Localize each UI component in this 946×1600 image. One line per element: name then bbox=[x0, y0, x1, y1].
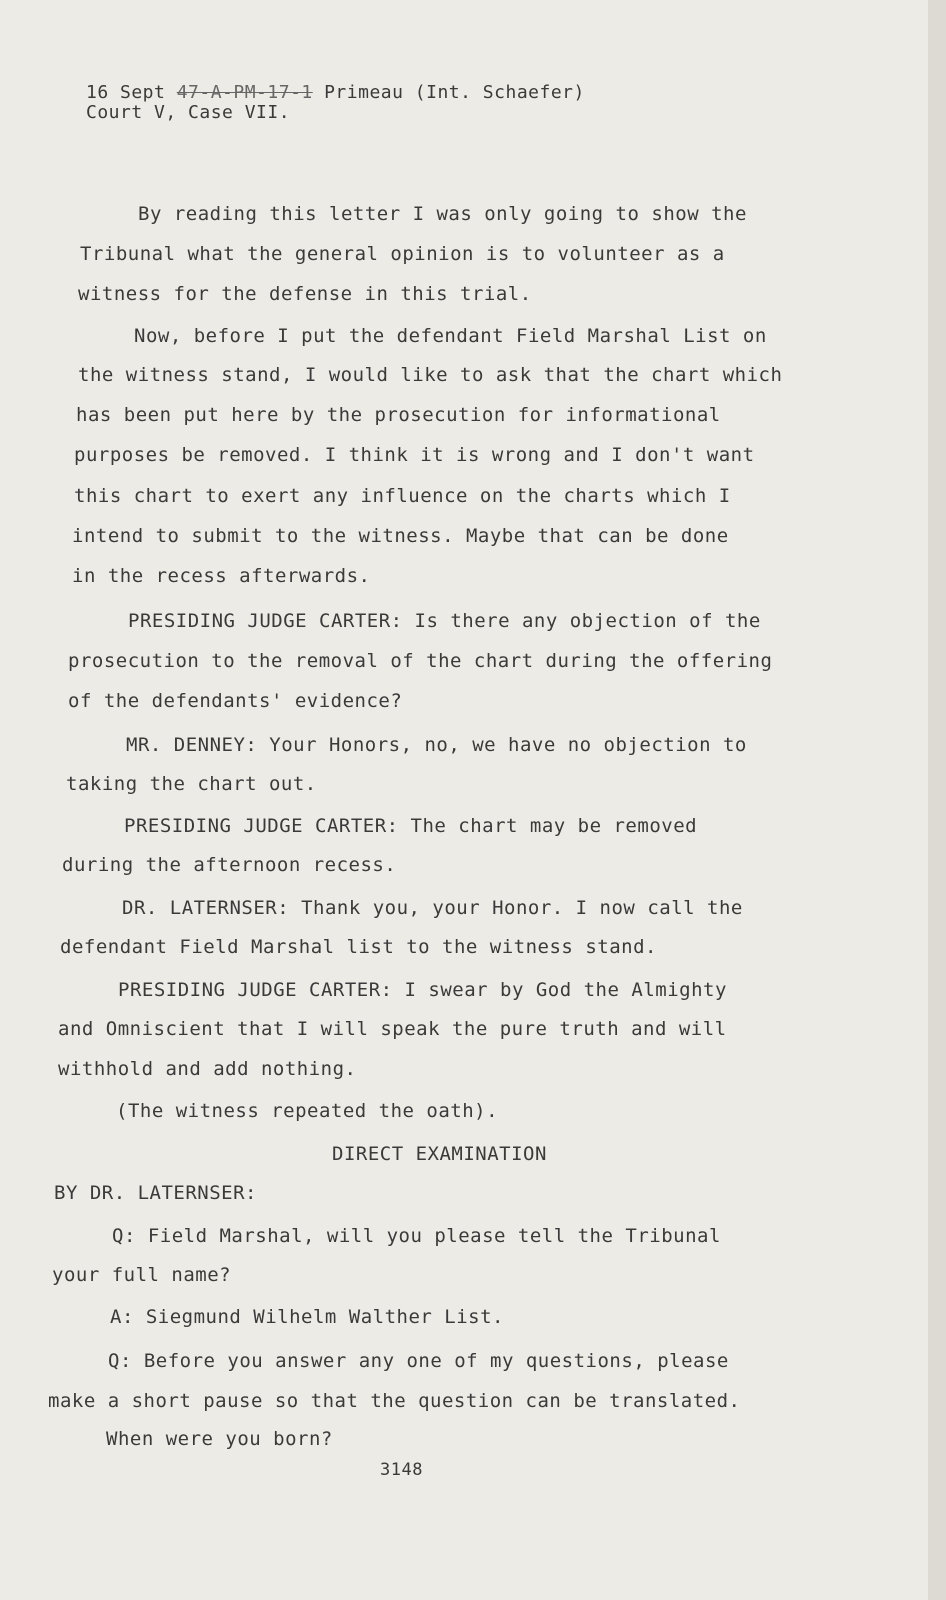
text-line: Tribunal what the general opinion is to volunteer as a bbox=[80, 243, 725, 265]
header-court-case: Court V, Case VII. bbox=[86, 102, 291, 123]
page-number: 3148 bbox=[380, 1460, 423, 1480]
text-line: PRESIDING JUDGE CARTER: Is there any objection of the bbox=[128, 610, 761, 632]
text-line: in the recess afterwards. bbox=[72, 565, 371, 587]
page-edge bbox=[928, 0, 946, 1600]
text-line: PRESIDING JUDGE CARTER: The chart may be removed bbox=[124, 815, 698, 837]
text-line: Now, before I put the defendant Field Marshal List on bbox=[134, 325, 767, 347]
examiner-label: BY DR. LATERNSER: bbox=[54, 1182, 257, 1204]
text-line: (The witness repeated the oath). bbox=[116, 1100, 499, 1122]
text-line: By reading this letter I was only going to show the bbox=[138, 203, 747, 225]
section-heading: DIRECT EXAMINATION bbox=[332, 1143, 547, 1165]
text-line: purposes be removed. I think it is wrong and I don't want bbox=[74, 444, 755, 466]
text-line: taking the chart out. bbox=[66, 773, 317, 795]
text-line: MR. DENNEY: Your Honors, no, we have no objection to bbox=[126, 734, 747, 756]
text-line: Q: Field Marshal, will you please tell the Tribunal bbox=[112, 1225, 721, 1247]
text-line: your full name? bbox=[52, 1264, 232, 1286]
text-line: of the defendants' evidence? bbox=[68, 690, 403, 712]
text-line: has been put here by the prosecution for informational bbox=[76, 404, 721, 426]
text-line: Q: Before you answer any one of my questions, please bbox=[108, 1350, 729, 1372]
text-line: intend to submit to the witness. Maybe that can be done bbox=[72, 525, 729, 547]
text-line: A: Siegmund Wilhelm Walther List. bbox=[110, 1306, 504, 1328]
header-struck-code: 47-A-PM-17-1 bbox=[176, 82, 313, 103]
text-line: DR. LATERNSER: Thank you, your Honor. I now call the bbox=[122, 897, 743, 919]
text-line: and Omniscient that I will speak the pure truth and will bbox=[58, 1018, 727, 1040]
text-line: withhold and add nothing. bbox=[58, 1058, 357, 1080]
text-line: this chart to exert any influence on the charts which I bbox=[74, 485, 731, 507]
text-line: PRESIDING JUDGE CARTER: I swear by God the Almighty bbox=[118, 979, 727, 1001]
text-line: make a short pause so that the question can be translated. bbox=[48, 1390, 741, 1412]
header-date: 16 Sept bbox=[86, 82, 166, 103]
header-line-1 bbox=[86, 82, 585, 103]
text-line: When were you born? bbox=[106, 1428, 333, 1450]
text-line: the witness stand, I would like to ask that the chart which bbox=[78, 364, 783, 386]
text-line: prosecution to the removal of the chart during the offering bbox=[68, 650, 773, 672]
text-line: during the afternoon recess. bbox=[62, 854, 397, 876]
text-line: defendant Field Marshal list to the witness stand. bbox=[60, 936, 657, 958]
text-line: witness for the defense in this trial. bbox=[78, 283, 532, 305]
header-reporter: Primeau (Int. Schaefer) bbox=[324, 82, 585, 103]
